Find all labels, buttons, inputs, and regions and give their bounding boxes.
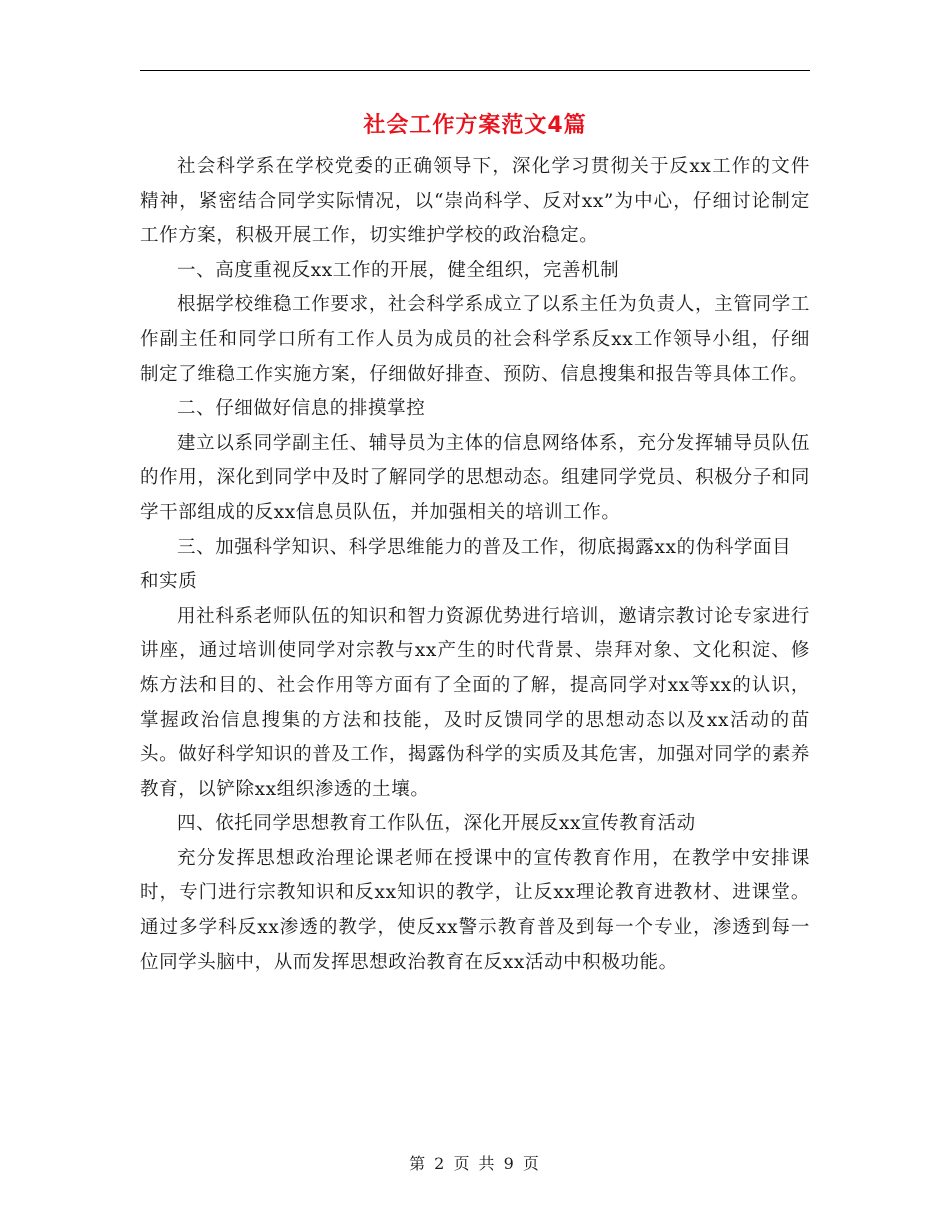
paragraph-section-3: 用社科系老师队伍的知识和智力资源优势进行培训，邀请宗教讨论专家进行讲座，通过培训使同学对宗教与xx产生的时代背景、崇拜对象、文化积淀、修炼方法和目的、社会作用等方面有了全面的了解，提高同学对xx等xx的认识，掌握政治信息搜集的方法和技能，及时反馈同学的思想动态以及xx活动的苗头。做好科学知识的普及工作，揭露伪科学的实质及其危害，加强对同学的素养教育，以铲除xx组织渗透的土壤。 <box>140 605 810 800</box>
document-title: 社会工作方案范文4篇 <box>363 113 587 138</box>
document-body <box>140 150 810 980</box>
paragraph-section-1: 根据学校维稳工作要求，社会科学系成立了以系主任为负责人，主管同学工作副主任和同学口所有工作人员为成员的社会科学系反xx工作领导小组，仔细制定了维稳工作实施方案，仔细做好排查、预防、信息搜集和报告等具体工作。 <box>140 294 810 385</box>
paragraph-section-2: 建立以系同学副主任、辅导员为主体的信息网络体系，充分发挥辅导员队伍的作用，深化到同学中及时了解同学的思想动态。组建同学党员、积极分子和同学干部组成的反xx信息员队伍，并加强相关的培训工作。 <box>140 432 810 523</box>
paragraph-intro: 社会科学系在学校党委的正确领导下，深化学习贯彻关于反xx工作的文件精神，紧密结合同学实际情况，以“崇尚科学、反对xx”为中心，仔细讨论制定工作方案，积极开展工作，切实维护学校的政治稳定。 <box>140 156 810 247</box>
section-heading-2: 二、仔细做好信息的排摸掌控 <box>177 398 426 420</box>
paragraph-section-4: 充分发挥思想政治理论课老师在授课中的宣传教育作用，在教学中安排课时，专门进行宗教知识和反xx知识的教学，让反xx理论教育进教材、进课堂。通过多学科反xx渗透的教学，使反xx警示教育普及到每一个专业，渗透到每一位同学头脑中，从而发挥思想政治教育在反xx活动中积极功能。 <box>140 847 810 973</box>
page-number: 第 2 页 共 9 页 <box>409 1154 541 1173</box>
section-heading-1: 一、高度重视反xx工作的开展，健全组织，完善机制 <box>177 259 620 281</box>
section-heading-3: 三、加强科学知识、科学思维能力的普及工作，彻底揭露xx的伪科学面目和实质 <box>140 536 792 593</box>
header-rule <box>140 70 810 71</box>
section-heading-4: 四、依托同学思想教育工作队伍，深化开展反xx宣传教育活动 <box>177 813 696 835</box>
